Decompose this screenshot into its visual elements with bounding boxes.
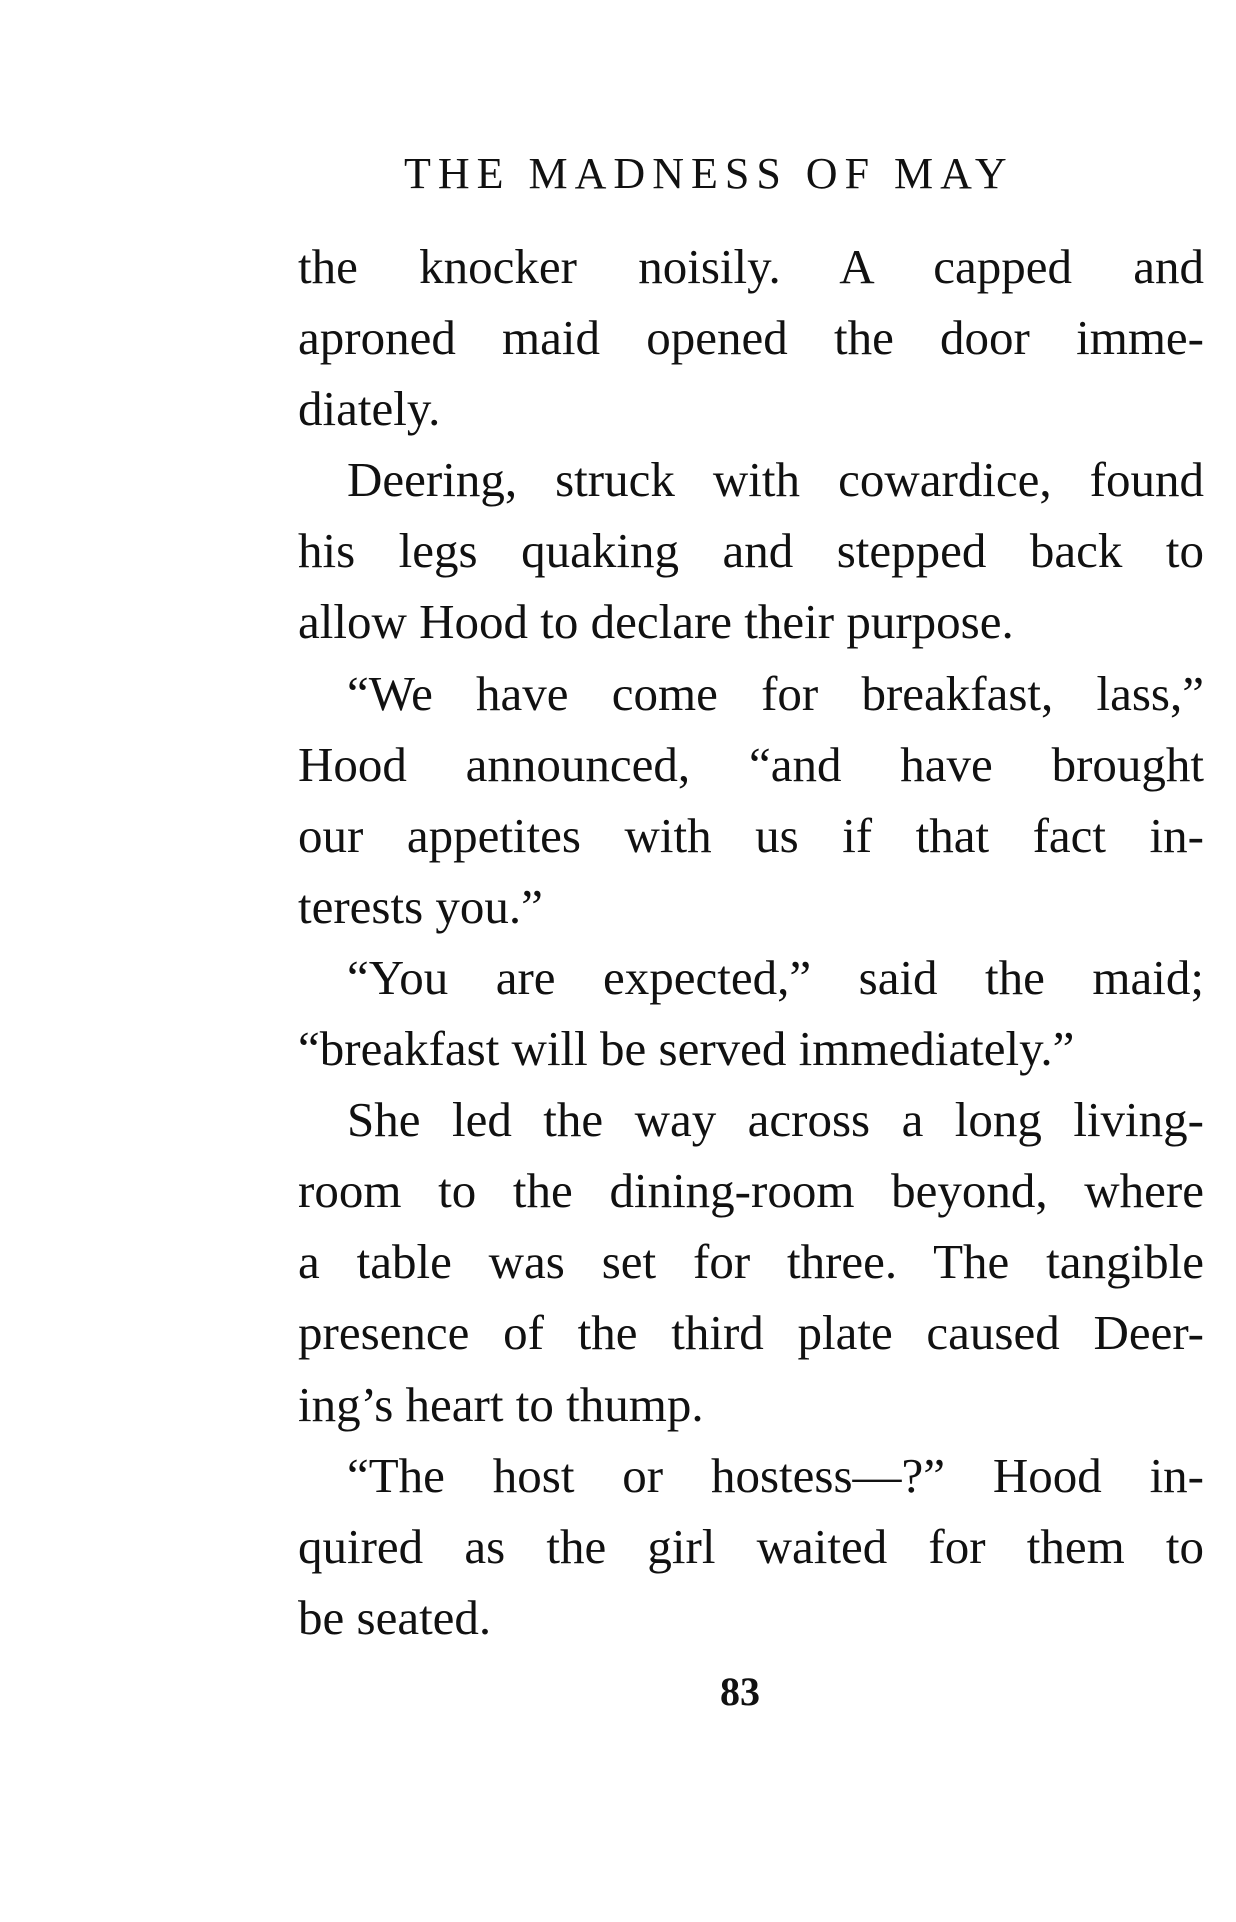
text-line: allow Hood to declare their purpose. [298,594,1014,650]
text-line: She led the way across a long living- [347,1092,1204,1148]
text-line: diately. [298,381,441,437]
text-line: presence of the third plate caused Deer- [298,1305,1204,1361]
text-line: “You are expected,” said the maid; [347,949,1204,1005]
text-line: our appetites with us if that fact in- [298,807,1204,863]
text-line: the knocker noisily. A capped and [298,239,1204,294]
text-line: his legs quaking and stepped back to [298,523,1204,579]
text-line: room to the dining-room beyond, where [298,1163,1204,1219]
text-line: Hood announced, “and have brought [298,736,1204,792]
text-line: quired as the girl waited for them to [298,1518,1204,1574]
text-line: be seated. [298,1589,492,1645]
page-number: 83 [720,1669,760,1714]
body-text [298,231,1204,1653]
text-line: terests you.” [298,878,543,934]
text-line: a table was set for three. The tangible [298,1234,1204,1290]
text-line: “breakfast will be served immediately.” [298,1021,1075,1077]
running-head: THE MADNESS OF MAY [404,149,1014,198]
text-line: aproned maid opened the door imme- [298,310,1204,366]
text-line: “The host or hostess—?” Hood in- [347,1447,1204,1503]
text-line: “We have come for breakfast, lass,” [347,665,1204,721]
text-line: Deering, struck with cowardice, found [347,452,1204,508]
text-line: ing’s heart to thump. [298,1376,704,1432]
